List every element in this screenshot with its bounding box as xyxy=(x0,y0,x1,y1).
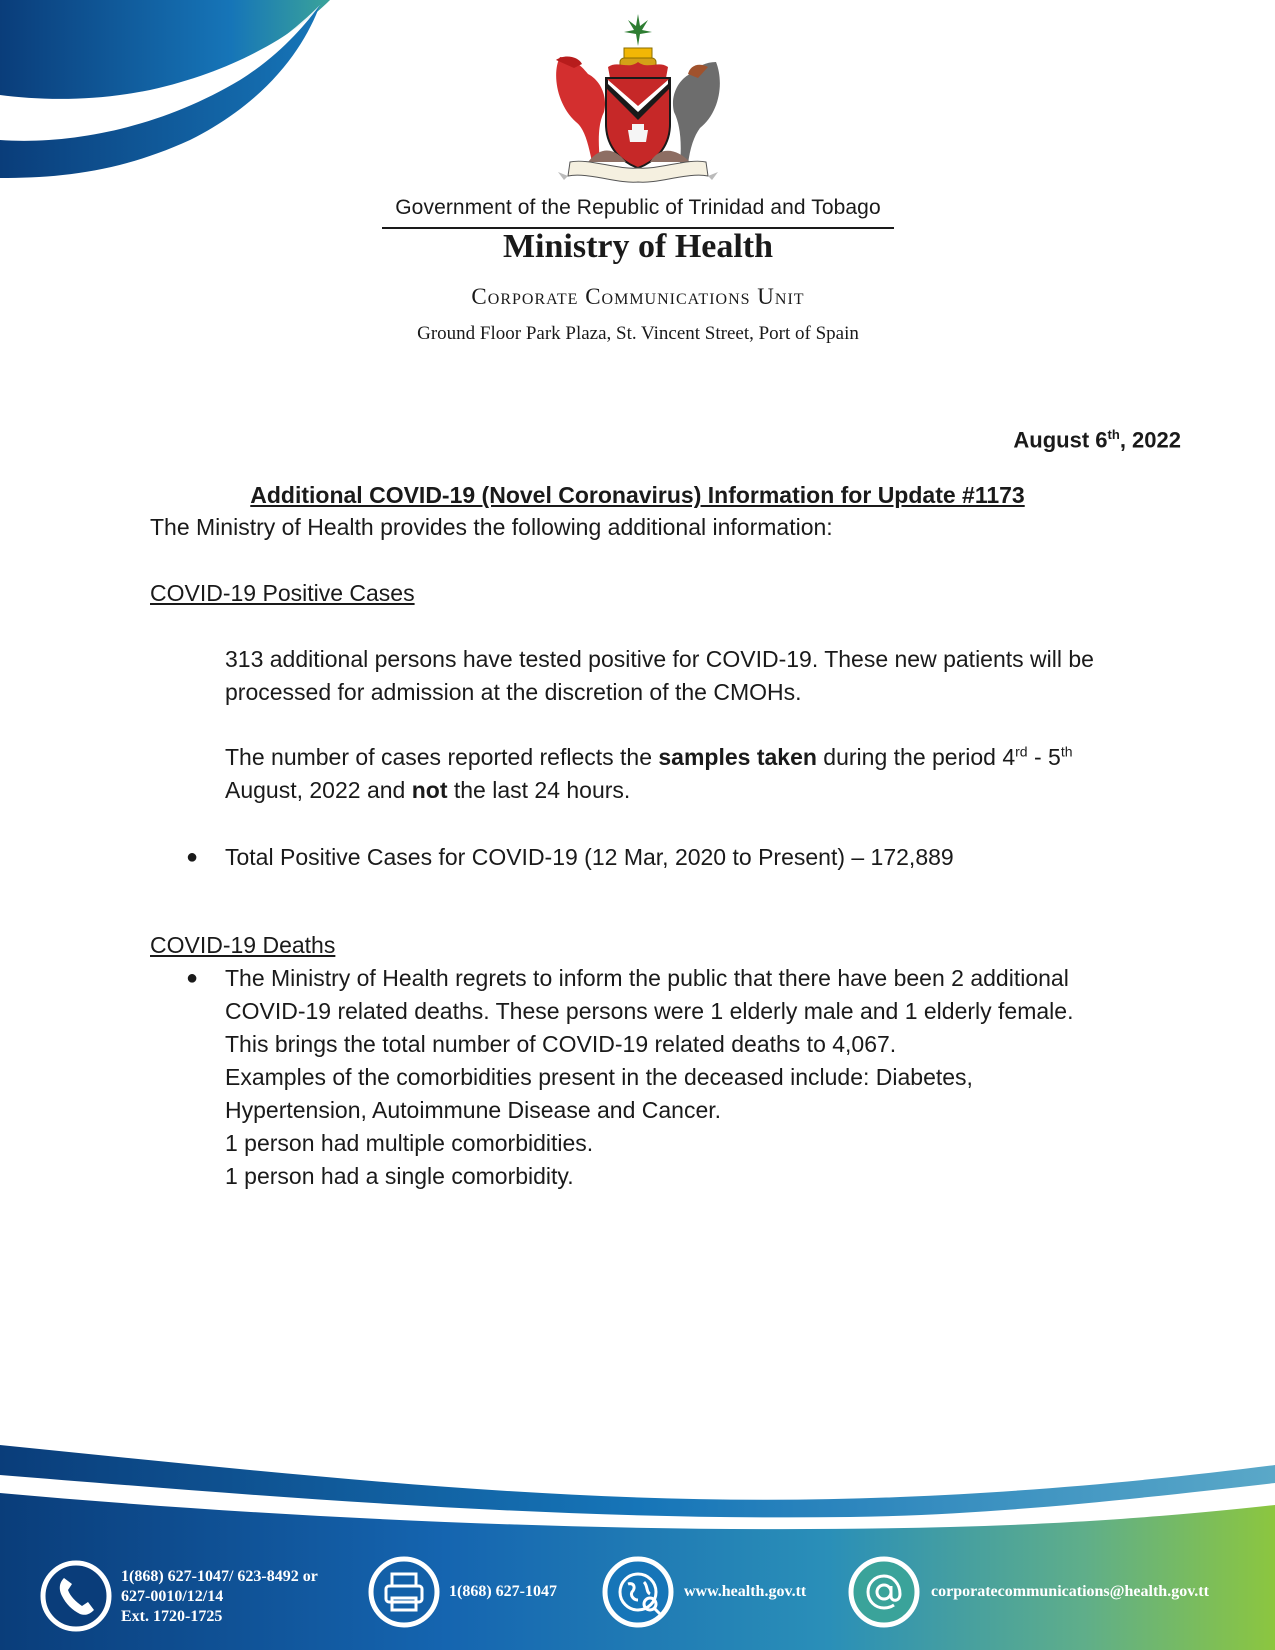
deaths-line: This brings the total number of COVID-19 related deaths to 4,067. xyxy=(225,1031,897,1057)
globe-icon xyxy=(602,1556,674,1628)
unit-name: Corporate Communications Unit xyxy=(471,284,805,309)
fax-number: 1(868) 627-1047 xyxy=(449,1583,557,1600)
deaths-line: 1 person had a single comorbidity. xyxy=(225,1163,574,1189)
ministry-address: Ground Floor Park Plaza, St. Vincent Street, Port of Spain xyxy=(417,323,859,344)
deaths-line: 1 person had multiple comorbidities. xyxy=(225,1130,594,1156)
bullet-icon: ● xyxy=(186,846,199,868)
positive-cases-heading: COVID-19 Positive Cases xyxy=(150,580,415,606)
website-link[interactable]: www.health.gov.tt xyxy=(684,1583,807,1600)
deaths-bullet xyxy=(225,962,1185,1193)
deaths-line: COVID-19 related deaths. These persons were 1 elderly male and 1 elderly female. xyxy=(225,998,1074,1024)
ministry-name: Ministry of Health xyxy=(502,228,774,265)
fax-icon xyxy=(368,1556,440,1628)
deaths-heading: COVID-19 Deaths xyxy=(150,932,336,958)
intro-text: The Ministry of Health provides the following additional information: xyxy=(150,514,833,540)
release-date: August 6th, 2022 xyxy=(1013,427,1181,453)
samples-note-paragraph: The number of cases reported reflects the samples taken during the period 4rd - 5th August, 2022 and not the last 24 hours. xyxy=(225,743,1073,803)
coat-of-arms-emblem xyxy=(548,12,728,188)
total-cases-bullet: Total Positive Cases for COVID-19 (12 Mar, 2020 to Present) – 172,889 xyxy=(225,844,954,870)
bullet-icon: ● xyxy=(186,967,199,989)
release-title: Additional COVID-19 (Novel Coronavirus) Information for Update #1173 xyxy=(250,482,1025,508)
header-swoosh-decoration xyxy=(0,0,340,185)
government-name: Government of the Republic of Trinidad and Tobago xyxy=(395,196,881,219)
deaths-line: The Ministry of Health regrets to inform the public that there have been 2 additional xyxy=(225,965,1069,991)
phone-numbers: 1(868) 627-1047/ 623-8492 or 627-0010/12/14 Ext. 1720-1725 xyxy=(121,1568,318,1625)
email-link[interactable]: corporatecommunications@health.gov.tt xyxy=(931,1583,1209,1600)
email-at-icon xyxy=(848,1556,920,1628)
deaths-line: Examples of the comorbidities present in the deceased include: Diabetes, xyxy=(225,1064,973,1090)
deaths-line: Hypertension, Autoimmune Disease and Cancer. xyxy=(225,1097,722,1123)
phone-icon xyxy=(40,1560,112,1632)
new-cases-paragraph: 313 additional persons have tested positive for COVID-19. These new patients will be processed for admission at the discretion of the CMOHs. xyxy=(225,646,1094,705)
